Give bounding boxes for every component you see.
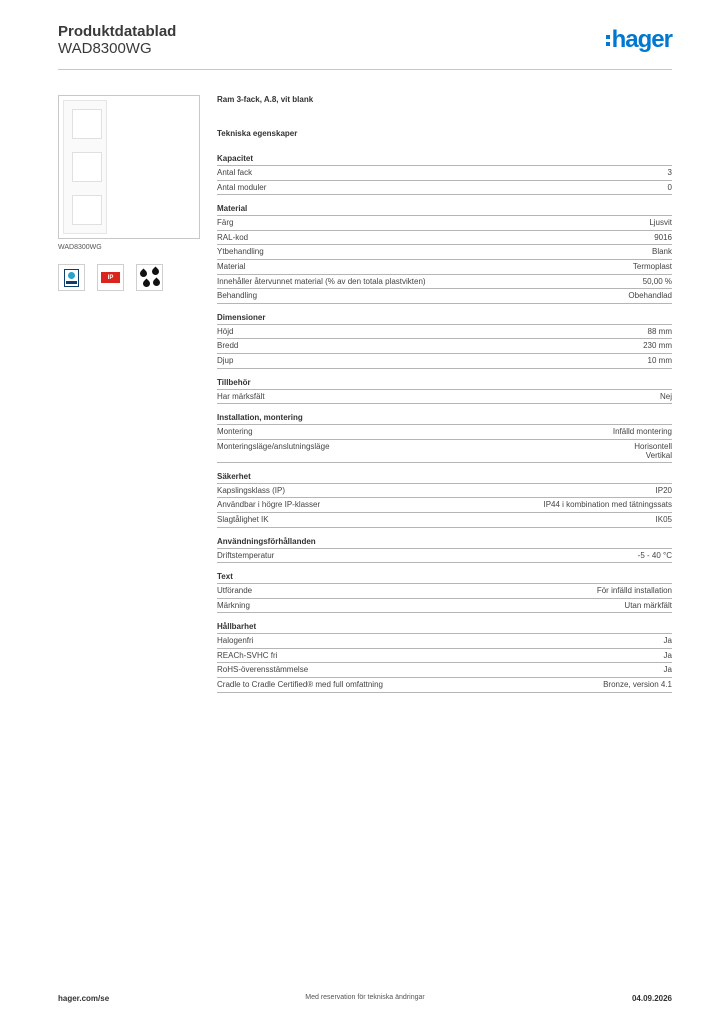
spec-value [656, 515, 672, 524]
section-title: Text [217, 572, 672, 584]
spec-value [656, 486, 672, 495]
spec-value [668, 168, 672, 177]
spec-value-text: Termoplast [632, 261, 672, 271]
section-title: Material [217, 204, 672, 216]
spec-row [217, 440, 672, 463]
spec-row [217, 484, 672, 499]
spec-value [660, 392, 672, 401]
section-title: Kapacitet [217, 154, 672, 166]
spec-value [654, 233, 672, 242]
spec-value [624, 601, 672, 610]
spec-value-text: Infälld montering [612, 427, 672, 437]
product-code: WAD8300WG [58, 40, 152, 57]
product-name: Ram 3-fack, A.8, vit blank [217, 95, 314, 104]
spec-section [217, 154, 672, 195]
spec-label: Material [217, 261, 246, 271]
spec-row [217, 513, 672, 528]
spec-value [668, 183, 672, 192]
spec-value [649, 218, 672, 227]
spec-row [217, 390, 672, 405]
spec-label: Driftstemperatur [217, 550, 275, 560]
spec-value [543, 500, 672, 509]
spec-value [664, 636, 672, 645]
spec-value [648, 327, 672, 336]
spec-value [643, 277, 672, 286]
spec-label: Djup [217, 355, 234, 365]
spec-row [217, 549, 672, 564]
spec-row [217, 634, 672, 649]
spec-label: Cradle to Cradle Certified® med full omfattning [217, 680, 383, 690]
document-title: Produktdatablad [58, 23, 177, 40]
section-title: Installation, montering [217, 413, 672, 425]
spec-section [217, 472, 672, 528]
spec-value-text: Horisontell [634, 441, 672, 451]
spec-value-text: 88 mm [647, 326, 672, 336]
spec-label: Antal fack [217, 168, 253, 177]
spec-label: Bredd [217, 341, 239, 351]
spec-label: REACh-SVHC fri [217, 650, 278, 660]
spec-value-text: Blank [651, 247, 672, 257]
spec-row [217, 166, 672, 181]
page-footer [58, 994, 672, 1008]
spec-value-text: IP44 i kombination med tätningssats [543, 500, 672, 510]
cradle-to-cradle-icon [58, 264, 85, 291]
spec-value [652, 247, 672, 256]
spec-label: Slagtålighet IK [217, 514, 269, 524]
section-title: Säkerhet [217, 472, 672, 484]
spec-label: Montering [217, 427, 253, 437]
spec-row [217, 663, 672, 678]
spec-value-text: Utan märkfält [624, 600, 672, 610]
frame-slot [72, 195, 102, 225]
spec-value-text: Ja [663, 665, 672, 675]
spec-value [597, 586, 672, 595]
spec-label: Kapslingsklass (IP) [217, 485, 286, 495]
spec-row [217, 216, 672, 231]
spec-label: Användbar i högre IP-klasser [217, 500, 321, 510]
water-drops-icon [136, 264, 163, 291]
spec-value-text: 50,00 % [642, 276, 672, 286]
image-caption: WAD8300WG [58, 244, 102, 251]
spec-row [217, 678, 672, 693]
spec-value-text: IK05 [655, 514, 672, 524]
product-image [58, 95, 200, 239]
spec-value [643, 341, 672, 350]
section-title: Användningsförhållanden [217, 537, 672, 549]
spec-value [613, 427, 672, 436]
frame-illustration [63, 100, 107, 234]
spec-section [217, 622, 672, 692]
spec-value [633, 262, 672, 271]
spec-row [217, 584, 672, 599]
spec-value-text: Obehandlad [628, 291, 672, 301]
spec-value [648, 356, 672, 365]
spec-row [217, 231, 672, 246]
spec-value-text: För infälld installation [596, 586, 672, 596]
footer-website: hager.com/se [58, 994, 110, 1003]
spec-value-text: 9016 [654, 232, 672, 242]
spec-value-text: Bronze, version 4.1 [603, 680, 672, 690]
spec-section [217, 313, 672, 369]
spec-section [217, 204, 672, 304]
spec-row [217, 498, 672, 513]
spec-row [217, 181, 672, 196]
spec-label: Utförande [217, 586, 253, 596]
spec-row [217, 354, 672, 369]
spec-label: Innehåller återvunnet material (% av den totala plastvikten) [217, 276, 426, 286]
spec-row [217, 649, 672, 664]
ip-icon-label: IP [101, 272, 120, 283]
spec-row [217, 260, 672, 275]
spec-label: Monteringsläge/anslutningsläge [217, 441, 330, 451]
spec-value-text: Ja [663, 636, 672, 646]
footer-date: 04.09.2026 [631, 994, 672, 1003]
spec-label: Ytbehandling [217, 247, 264, 257]
spec-label: RoHS-överensstämmelse [217, 665, 309, 675]
spec-section [217, 378, 672, 405]
logo-text: hager [611, 26, 672, 53]
spec-section [217, 413, 672, 463]
spec-row [217, 339, 672, 354]
spec-content [217, 95, 672, 702]
spec-value-text: 230 mm [643, 341, 672, 351]
spec-label: Märkning [217, 600, 250, 610]
spec-row [217, 289, 672, 304]
spec-value-text: Ljusvit [649, 218, 672, 228]
spec-section [217, 537, 672, 564]
spec-value-text: Vertikal [645, 450, 672, 460]
spec-label: Höjd [217, 326, 234, 336]
spec-value-text: IP20 [655, 485, 672, 495]
spec-row [217, 325, 672, 340]
spec-value [664, 665, 672, 674]
spec-value-text: 10 mm [647, 355, 672, 365]
spec-section [217, 572, 672, 613]
section-title: Dimensioner [217, 313, 672, 325]
spec-value-text: 0 [667, 182, 672, 192]
spec-label: Har märksfält [217, 391, 265, 401]
spec-row [217, 425, 672, 440]
spec-value [628, 291, 672, 300]
section-title: Hållbarhet [217, 622, 672, 634]
spec-label: Halogenfri [217, 636, 254, 646]
page-header [58, 22, 672, 70]
spec-value-text: Nej [659, 391, 672, 401]
footer-note: Med reservation för tekniska ändringar [305, 994, 425, 1001]
spec-label: Behandling [217, 291, 258, 301]
spec-value [603, 680, 672, 689]
spec-value-text: -5 - 40 °C [637, 550, 672, 560]
hager-logo [606, 28, 672, 52]
spec-heading: Tekniska egenskaper [217, 129, 298, 138]
frame-slot [72, 152, 102, 182]
spec-value-text: 3 [667, 168, 672, 177]
spec-row [217, 599, 672, 614]
frame-slot [72, 109, 102, 139]
ip-rating-icon [97, 264, 124, 291]
spec-value [638, 551, 672, 560]
spec-label: Antal moduler [217, 182, 267, 192]
spec-value [634, 442, 672, 460]
spec-value [664, 651, 672, 660]
spec-row [217, 245, 672, 260]
spec-row [217, 275, 672, 290]
spec-sections [217, 154, 672, 693]
spec-value-text: Ja [663, 650, 672, 660]
spec-label: RAL-kod [217, 232, 249, 242]
spec-label: Färg [217, 218, 234, 228]
section-title: Tillbehör [217, 378, 672, 390]
logo-colon-mark [606, 35, 610, 46]
